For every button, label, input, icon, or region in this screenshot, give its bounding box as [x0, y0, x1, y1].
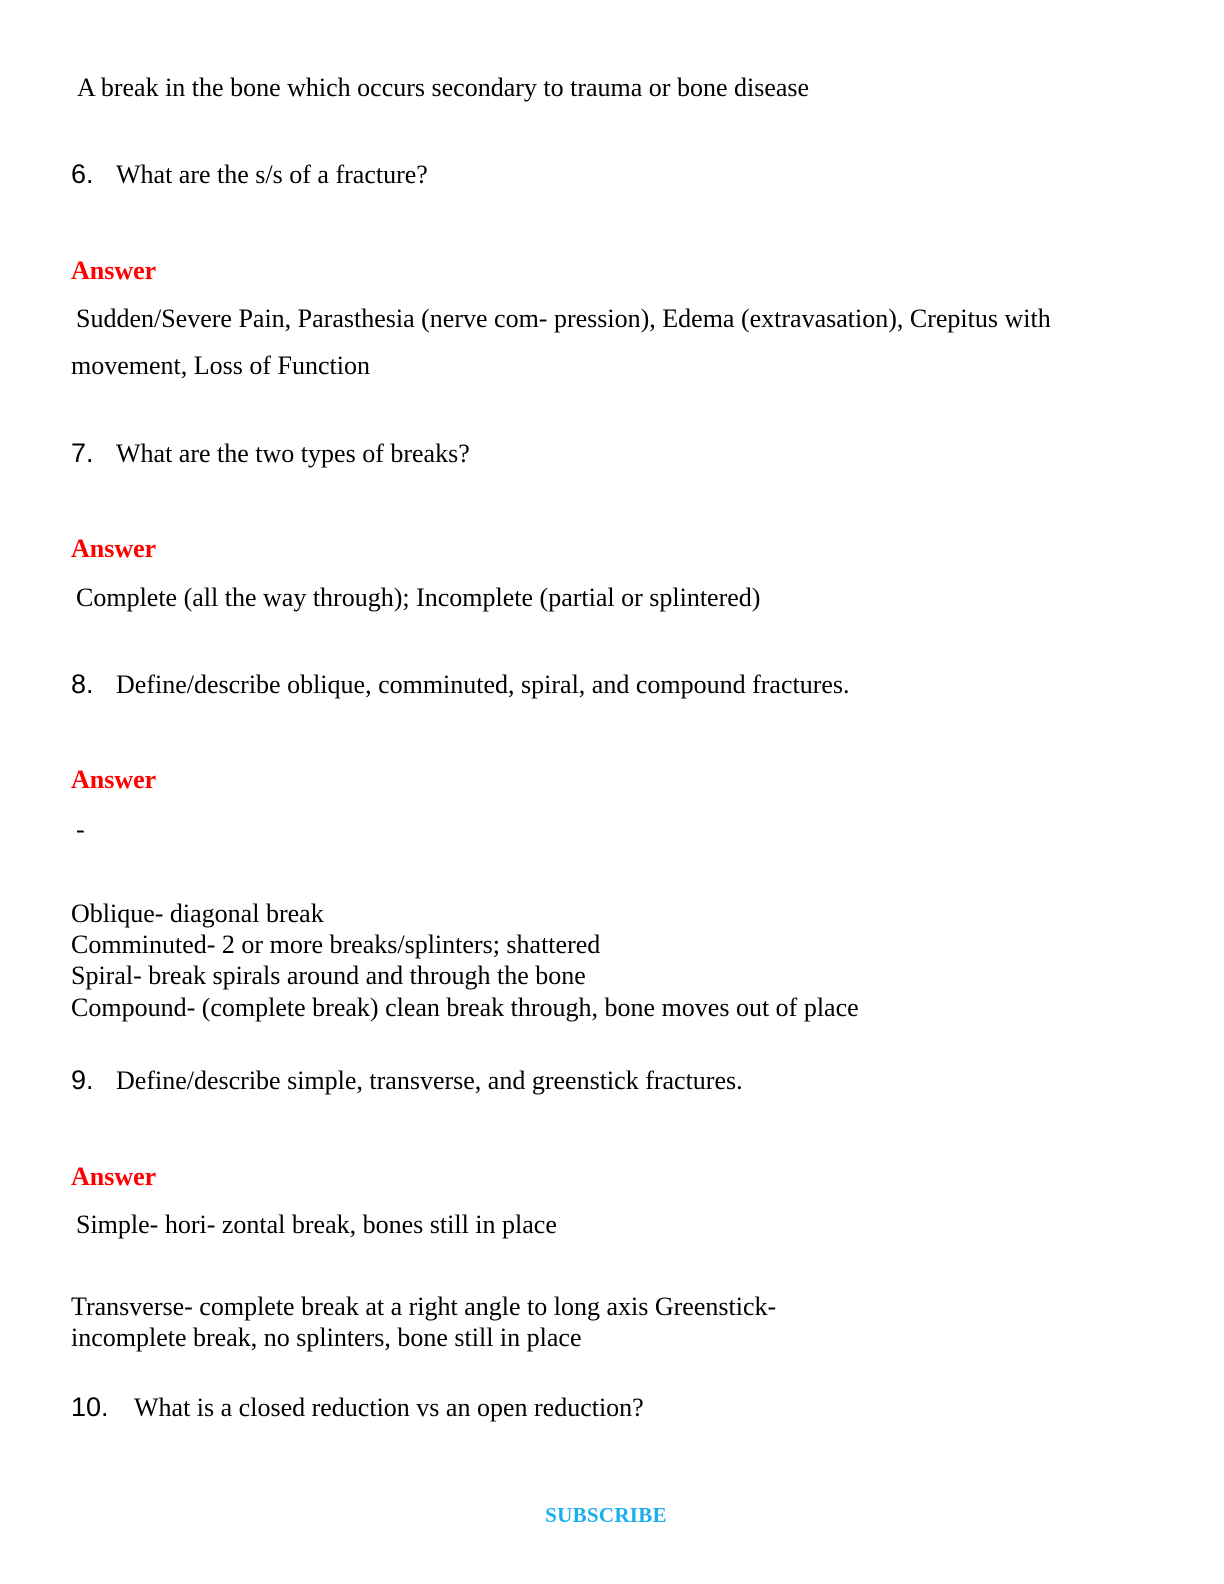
answer-text: Compound- (complete break) clean break through, bone moves out of place: [71, 993, 859, 1022]
answer-text: Oblique- diagonal break: [71, 899, 324, 928]
answer-text: Sudden/Severe Pain, Parasthesia (nerve com- pression), Edema (extravasation), Crepitus with: [76, 304, 1051, 333]
answer-text: incomplete break, no splinters, bone still in place: [71, 1323, 582, 1352]
answer-text: Comminuted- 2 or more breaks/splinters; shattered: [71, 930, 601, 959]
answer-text: A break in the bone which occurs secondary to trauma or bone disease: [77, 73, 810, 102]
question-text: What are the two types of breaks?: [116, 439, 470, 468]
question-text: What are the s/s of a fracture?: [116, 160, 428, 189]
answer-text: Complete (all the way through); Incomplete (partial or splintered): [76, 583, 761, 612]
question-number: 9.: [71, 1065, 94, 1095]
question-number: 10.: [71, 1392, 109, 1422]
answer-text: Spiral- break spirals around and through the bone: [71, 961, 586, 990]
question-number: 8.: [71, 669, 94, 699]
answer-label: Answer: [71, 256, 157, 285]
subscribe-link[interactable]: SUBSCRIBE: [545, 1503, 667, 1527]
answer-text: movement, Loss of Function: [71, 351, 370, 380]
answer-label: Answer: [71, 765, 157, 794]
answer-label: Answer: [71, 1162, 157, 1191]
question-text: Define/describe oblique, comminuted, spiral, and compound fractures.: [116, 670, 850, 699]
answer-label: Answer: [71, 534, 157, 563]
answer-text: Simple- hori- zontal break, bones still in place: [76, 1210, 557, 1239]
answer-text: Transverse- complete break at a right angle to long axis Greenstick-: [71, 1292, 777, 1321]
question-number: 6.: [71, 159, 94, 189]
question-number: 7.: [71, 438, 94, 468]
question-text: What is a closed reduction vs an open reduction?: [134, 1393, 644, 1422]
answer-text: -: [76, 815, 85, 844]
question-text: Define/describe simple, transverse, and greenstick fractures.: [116, 1066, 743, 1095]
